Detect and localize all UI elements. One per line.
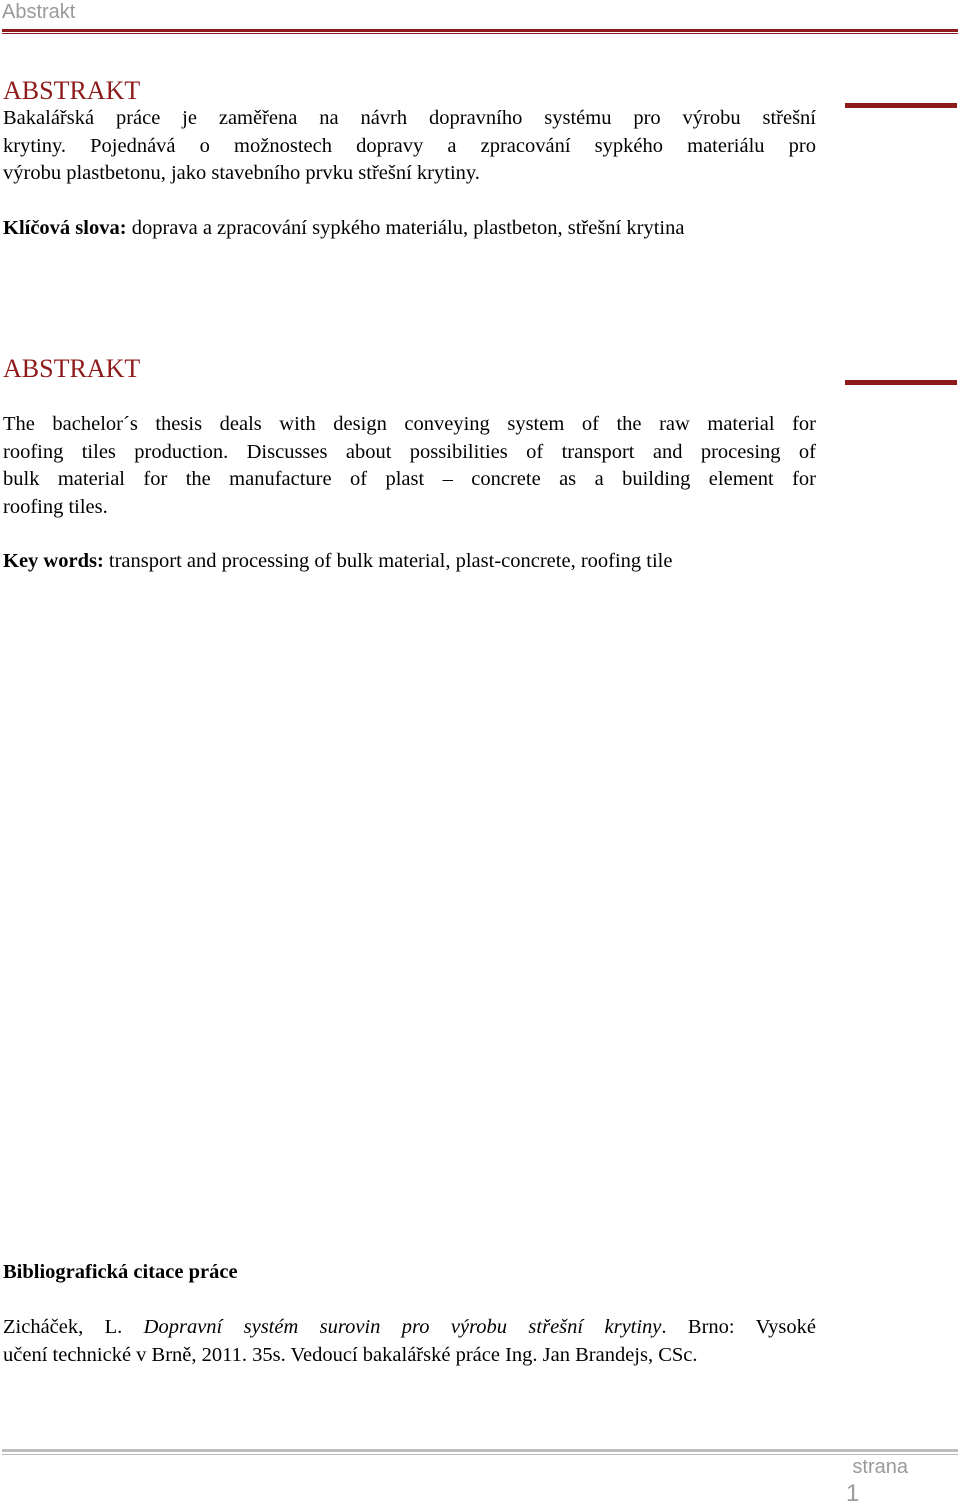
accent-bar-en: [845, 380, 957, 385]
header-rule: [2, 29, 958, 32]
citation-body: [3, 1314, 816, 1369]
abstract-line: Bakalářská práce je zaměřena na návrh dopravního systému pro výrobu střešní: [3, 107, 816, 129]
header-rule-thin: [2, 33, 958, 34]
keywords-en: [3, 548, 883, 576]
footer-page-label: strana: [852, 1456, 908, 1478]
keywords-cz: [3, 215, 883, 243]
abstract-heading-cz: ABSTRAKT: [3, 76, 141, 105]
keywords-label-cz: Klíčová slova:: [3, 217, 127, 239]
abstract-line: bulk material for the manufacture of plast – concrete as a building element for: [3, 468, 816, 490]
keywords-label-en: Key words:: [3, 550, 104, 572]
abstract-line: roofing tiles production. Discusses about possibilities of transport and procesing of: [3, 440, 816, 463]
citation-author: Zicháček, L.: [3, 1316, 144, 1338]
keywords-text-cz: doprava a zpracování sypkého materiálu, plastbeton, střešní krytina: [126, 217, 685, 239]
abstract-body-en: [3, 411, 816, 521]
citation-line-1: [3, 1314, 816, 1342]
abstract-body-cz: [3, 105, 816, 188]
citation-line-2: učení technické v Brně, 2011. 35s. Vedoucí bakalářské práce Ing. Jan Brandejs, CSc.: [3, 1343, 698, 1366]
citation-title: Dopravní systém surovin pro výrobu střešní krytiny: [143, 1316, 662, 1338]
abstract-line: roofing tiles.: [3, 495, 108, 518]
running-header: Abstrakt: [2, 1, 76, 23]
accent-bar-cz: [845, 103, 957, 108]
citation-heading: Bibliografická citace práce: [3, 1261, 238, 1283]
citation-publisher: . Brno: Vysoké: [661, 1316, 816, 1338]
footer-rule-thin: [2, 1454, 958, 1455]
abstract-line: krytiny. Pojednává o možnostech dopravy a zpracování sypkého materiálu pro: [3, 134, 816, 157]
page-number: 1: [846, 1480, 860, 1507]
abstract-line: The bachelor´s thesis deals with design conveying system of the raw material for: [3, 413, 816, 435]
keywords-text-en: transport and processing of bulk material, plast-concrete, roofing tile: [103, 550, 673, 572]
footer-rule: [2, 1449, 958, 1452]
abstract-heading-en: ABSTRAKT: [3, 354, 141, 383]
abstract-line: výrobu plastbetonu, jako stavebního prvku střešní krytiny.: [3, 162, 480, 184]
